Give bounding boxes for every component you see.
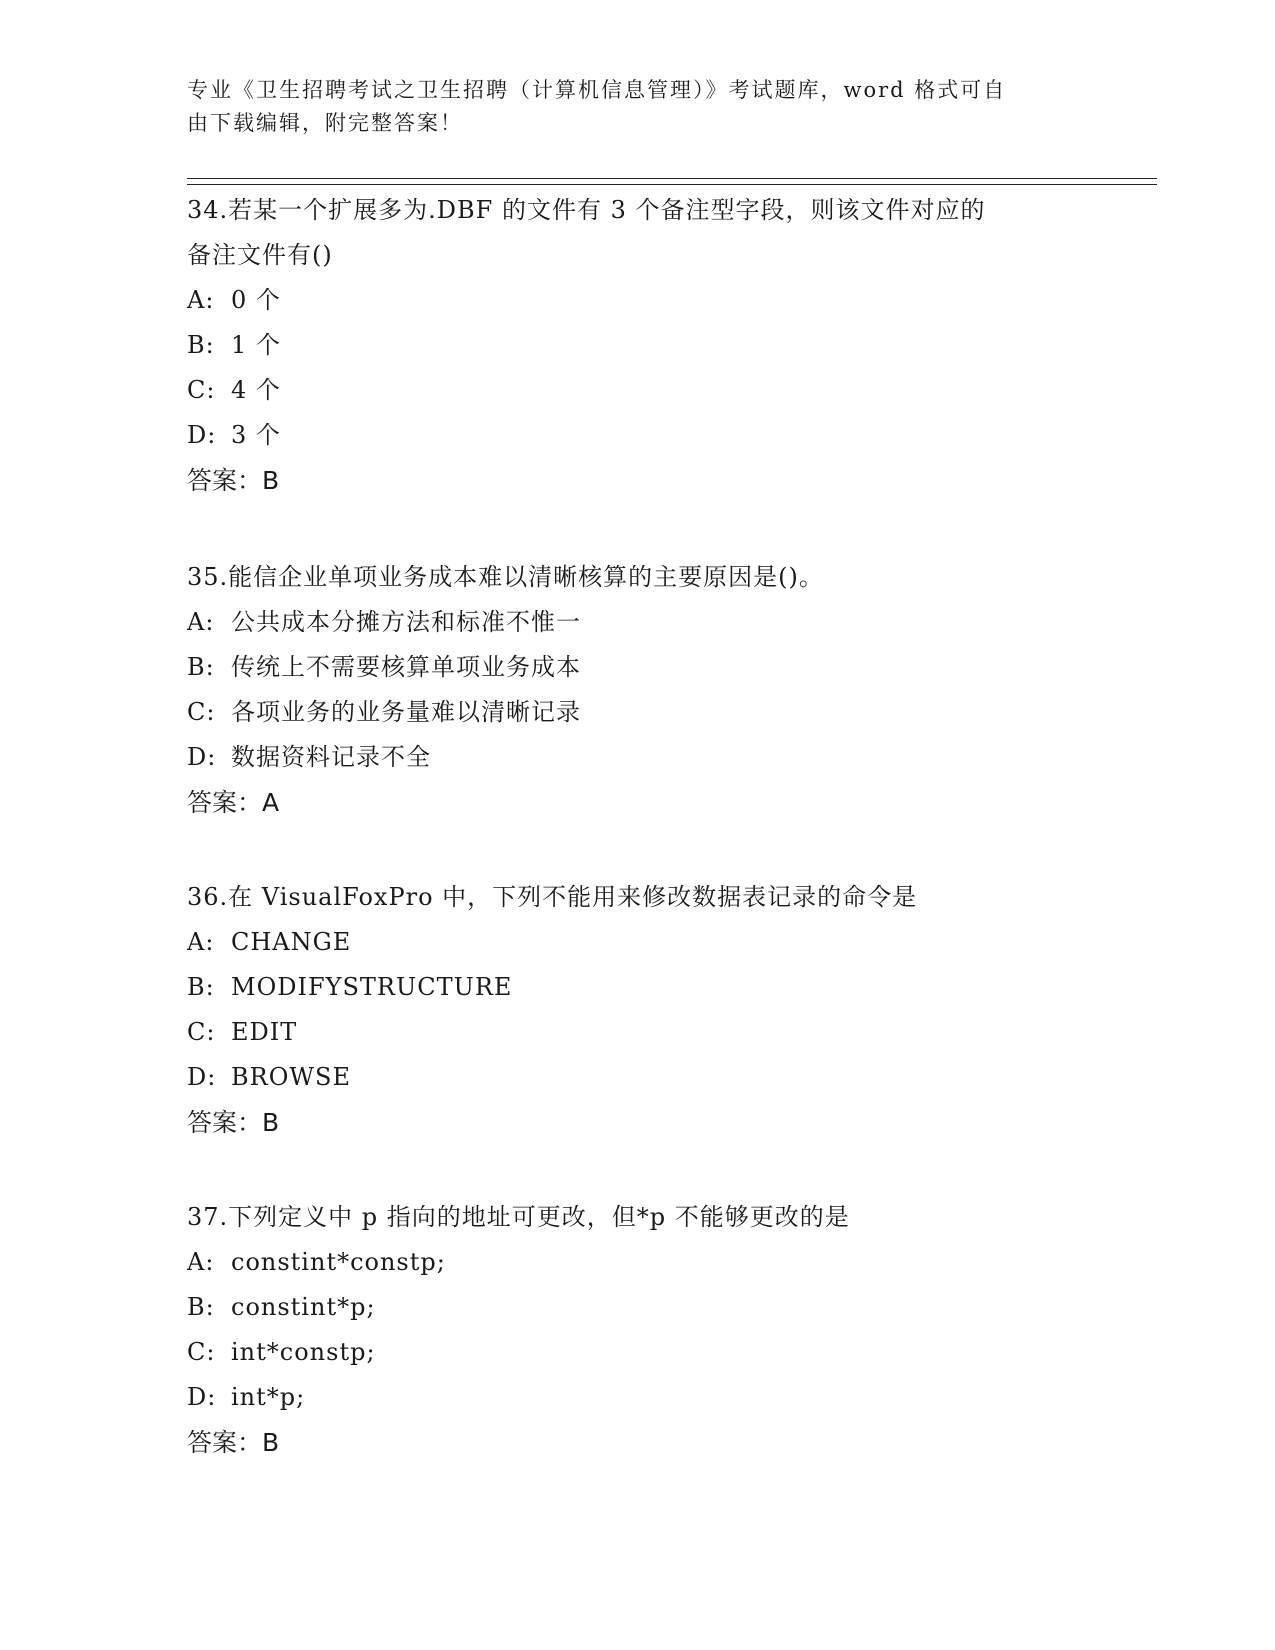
header-divider-top xyxy=(187,178,1157,179)
option-letter: A: xyxy=(187,1248,215,1276)
answer-line: 答案：A xyxy=(187,788,280,817)
option-letter: C: xyxy=(187,1018,216,1046)
option-letter: B: xyxy=(187,331,215,359)
question-34 xyxy=(187,188,1087,503)
option-c xyxy=(187,1010,1087,1055)
option-text: MODIFYSTRUCTURE xyxy=(231,973,513,1001)
option-letter: A: xyxy=(187,928,215,956)
question-text-line: 34.若某一个扩展多为.DBF 的文件有 3 个备注型字段，则该文件对应的 xyxy=(187,196,986,224)
option-letter: A: xyxy=(187,608,215,636)
option-d xyxy=(187,1055,1087,1100)
question-text-line: 备注文件有() xyxy=(187,241,333,269)
option-a xyxy=(187,278,1087,323)
option-letter: D: xyxy=(187,1063,217,1091)
option-b xyxy=(187,1285,1087,1330)
option-letter: D: xyxy=(187,743,217,771)
option-text: CHANGE xyxy=(231,928,352,956)
option-text: 数据资料记录不全 xyxy=(231,743,431,771)
option-text: int*constp; xyxy=(231,1338,376,1366)
option-letter: D: xyxy=(187,1383,217,1411)
question-text xyxy=(187,555,1087,600)
question-36 xyxy=(187,875,1087,1145)
option-text: BROWSE xyxy=(231,1063,352,1091)
option-text: constint*p; xyxy=(231,1293,376,1321)
option-text: 0 个 xyxy=(231,286,281,314)
question-35 xyxy=(187,555,1087,825)
option-text: constint*constp; xyxy=(231,1248,446,1276)
option-text: int*p; xyxy=(231,1383,306,1411)
option-d xyxy=(187,735,1087,780)
option-a xyxy=(187,600,1087,645)
option-c xyxy=(187,368,1087,413)
question-text xyxy=(187,1195,1087,1240)
header-divider-bottom xyxy=(187,184,1157,185)
option-letter: B: xyxy=(187,1293,215,1321)
option-d xyxy=(187,1375,1087,1420)
header-line-1: 专业《卫生招聘考试之卫生招聘（计算机信息管理）》考试题库，word 格式可自 xyxy=(187,78,1007,102)
question-text-line: 36.在 VisualFoxPro 中，下列不能用来修改数据表记录的命令是 xyxy=(187,883,918,911)
option-letter: A: xyxy=(187,286,215,314)
option-letter: C: xyxy=(187,376,216,404)
question-text xyxy=(187,188,1087,278)
option-text: 4 个 xyxy=(231,376,281,404)
option-text: EDIT xyxy=(231,1018,298,1046)
option-text: 传统上不需要核算单项业务成本 xyxy=(231,653,581,681)
question-text-line: 35.能信企业单项业务成本难以清晰核算的主要原因是()。 xyxy=(187,563,824,591)
document-header xyxy=(187,74,1087,140)
answer-line: 答案：B xyxy=(187,466,280,495)
option-b xyxy=(187,323,1087,368)
option-d xyxy=(187,413,1087,458)
question-37 xyxy=(187,1195,1087,1465)
option-a xyxy=(187,920,1087,965)
option-b xyxy=(187,965,1087,1010)
question-text-line: 37.下列定义中 p 指向的地址可更改，但*p 不能够更改的是 xyxy=(187,1203,850,1231)
option-c xyxy=(187,1330,1087,1375)
option-letter: B: xyxy=(187,973,215,1001)
option-a xyxy=(187,1240,1087,1285)
answer-line: 答案：B xyxy=(187,1108,280,1137)
option-c xyxy=(187,690,1087,735)
header-line-2: 由下载编辑，附完整答案！ xyxy=(187,111,463,135)
option-letter: B: xyxy=(187,653,215,681)
option-letter: D: xyxy=(187,421,217,449)
option-letter: C: xyxy=(187,698,216,726)
question-text xyxy=(187,875,1087,920)
option-text: 各项业务的业务量难以清晰记录 xyxy=(231,698,581,726)
option-text: 1 个 xyxy=(231,331,281,359)
option-b xyxy=(187,645,1087,690)
answer-line: 答案：B xyxy=(187,1428,280,1457)
option-text: 公共成本分摊方法和标准不惟一 xyxy=(231,608,581,636)
option-letter: C: xyxy=(187,1338,216,1366)
option-text: 3 个 xyxy=(231,421,281,449)
